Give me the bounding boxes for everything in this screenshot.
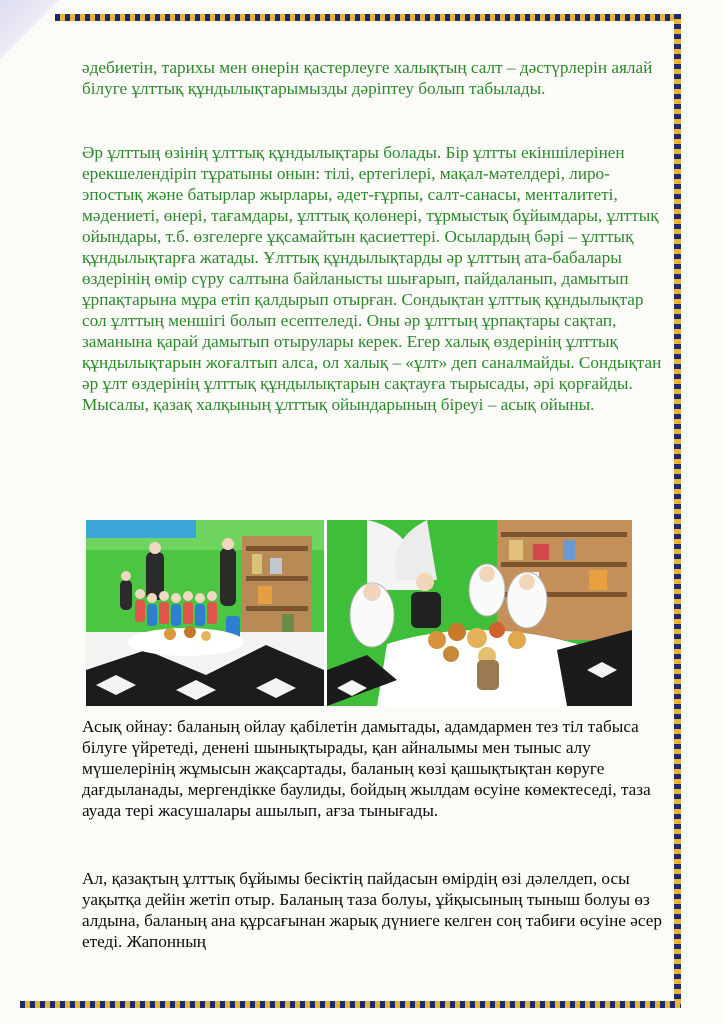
page-fold-shadow <box>0 0 60 70</box>
paragraph-intro: әдебиетін, тарихы мен өнерін қастерлеуге халықтың салт – дәстүрлерін аялай білуге ұлттық құндылықтарымызды дәріптеу болып табылады. <box>82 58 653 98</box>
paragraph-values: Әр ұлттың өзінің ұлттық құндылықтары болады. Бір ұлтты екіншілерінен ерекшелендіріп тұратыны онын: тілі, ертегілері, мақал-мәтелдері, лиро-эпостық және батырлар жырлары, әдет-ғұрпы, салт-санасы, менталитеті, мәдениеті, өнері, тағамдары, ұлттық қолөнері, тұрмыстық бұйымдары, ұлттық ойындары, т.б. өзгелерге ұқсамайтын қасиеттері. Осылардың бәрі – ұлттық құндылықтарға жатады. Ұлттық құндылықтарды әр ұлттың ата-бабалары өздерінің өмір сүру салтына байланысты шығарып, пайдаланып, дамытып ұрпақтарына мұра етіп қалдырып отырған. Сондықтан ұлттық құндылықтар сол ұлттың меншігі болып есептеледі. Оны әр ұлттың ұрпақтары сақтап, заманына қарай дамытып отырулары керек. Егер халық өздерінің ұлттық құндылықтарын жоғалтып алса, ол халық – «ұлт» деп саналмайды. Сондықтан әр ұлт өздерінің ұлттық құндылықтарын сақтауға тырысады, әрі қорғайды. Мысалы, қазақ халқының ұлттық ойындарының біреуі – асық ойыны. <box>82 143 662 414</box>
ornament-border-top <box>55 14 680 21</box>
photo-elders-dastarkhan <box>327 520 632 706</box>
ornament-border-right <box>674 14 681 1008</box>
ornament-border-bottom <box>20 1001 680 1008</box>
photo-children-group <box>86 520 324 706</box>
paragraph-asyk: Асық ойнау: баланың ойлау қабілетін дамытады, адамдармен тез тіл табыса білуге үйретеді, денені шынықтырады, қан айналымы мен тыныс алу мүшелерінің жұмысын жақсартады, баланың көзі қашықтықтан көруге дағдыланады, мергендікке баулиды, бойдың жылдам өсуіне көмектеседі, таза ауада тері жасушалары ашылып, ағза тынығады. <box>82 717 651 820</box>
paragraph-besik: Ал, қазақтың ұлттық бұйымы бесіктің пайдасын өмірдің өзі дәлелдеп, осы уақытқа дейін жетіп отыр. Баланың таза болуы, ұйқысының тыныш болуы өз алдына, баланың ана құрсағынан жарық дүниеге келген соң табиғи өсуіне әсер етеді. Жапонның <box>82 869 662 951</box>
